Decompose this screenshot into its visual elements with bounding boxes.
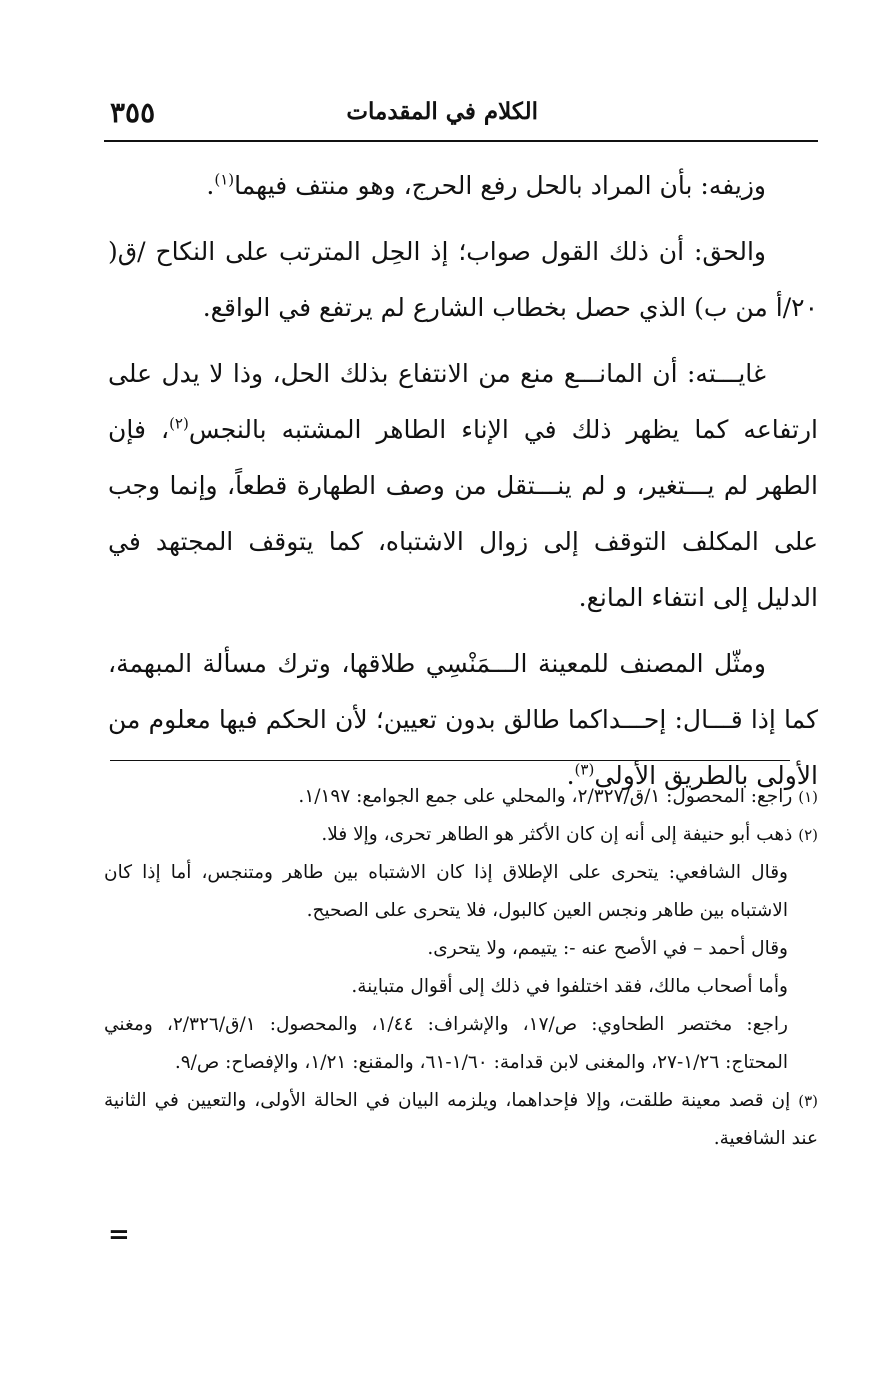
footnote-marker-3: (٣) <box>574 760 595 779</box>
footnote-2: (٢) ذهب أبو حنيفة إلى أنه إن كان الأكثر هو الطاهر تحرى، وإلا فلا. <box>321 824 818 845</box>
paragraph-1: وزيفه: بأن المراد بالحل رفع الحرج، وهو منتف فيهما$^{(١)}$. <box>206 170 766 200</box>
page-number: ٣٥٥ <box>110 96 156 129</box>
footnote-marker-2: (٢) <box>169 414 189 433</box>
paragraph-2: والحق: أن ذلك القول صواب؛ إذ الحِل المترتب على النكاح /ق( ٢٠/أ من ب) الذي حصل بخطاب الشارع لم يرتفع في الواقع. <box>108 237 818 322</box>
footnote-2-ahmad: وقال أحمد – في الأصح عنه -: يتيمم، ولا يتحرى. <box>427 938 788 959</box>
paragraph-3: غايـــته: أن المانـــع منع من الانتفاع بذلك الحل، وذا لا يدل على ارتفاعه كما يظهر ذلك في الإناء الطاهر المشتبه بالنجس$^{(٢)}$، فإن الطهر لم يـــتغير، و لم ينـــتقل من وصف الطهارة قطعاً، وإنما وجب على المكلف التوقف إلى زوال الاشتباه، كما يتوقف المجتهد في الدليل إلى انتفاء المانع. <box>108 359 818 612</box>
paragraph-4: ومثّل المصنف للمعينة الـــمَنْسِي طلاقها، وترك مسألة المبهمة، كما إذا قـــال: إحـــداكما طالق بدون تعيين؛ لأن الحكم فيها معلوم من الأولى بالطريق الأولى$^{(٣)}$. <box>108 649 818 790</box>
footnote-marker-1: (١) <box>214 170 235 189</box>
header-rule <box>104 140 818 142</box>
footnote-2-references: راجع: مختصر الطحاوي: ص/١٧، والإشراف: ١/٤٤، والمحصول: ١/ق/٢/٣٢٦، ومغني المحتاج: ١/٢٦-٢٧، والمغنى لابن قدامة: ١/٦٠-٦١، والمقنع: ١/٢١، والإفصاح: ص/٩. <box>104 1014 788 1073</box>
running-head: الكلام في المقدمات <box>346 98 538 125</box>
footnote-2-shafii: وقال الشافعي: يتحرى على الإطلاق إذا كان الاشتباه بين طاهر ومتنجس، أما إذا كان الاشتباه بين طاهر ونجس العين كالبول، فلا يتحرى على الصحيح. <box>104 862 788 921</box>
footnote-3: (٣) إن قصد معينة طلقت، وإلا فإحداهما، ويلزمه البيان في الحالة الأولى، والتعيين في الثانية عند الشافعية. <box>104 1090 819 1149</box>
main-text <box>108 158 818 814</box>
footnote-1: (١) راجع: المحصول: ١/ق/٢/٣٢٧، والمحلي على جمع الجوامع: ١/١٩٧. <box>298 786 818 807</box>
footnotes <box>104 778 818 1158</box>
page-header <box>100 96 818 136</box>
footnote-rule <box>110 760 790 761</box>
continuation-mark: = <box>108 1220 130 1250</box>
footnote-2-malik: وأما أصحاب مالك، فقد اختلفوا في ذلك إلى أقوال متباينة. <box>351 976 788 997</box>
